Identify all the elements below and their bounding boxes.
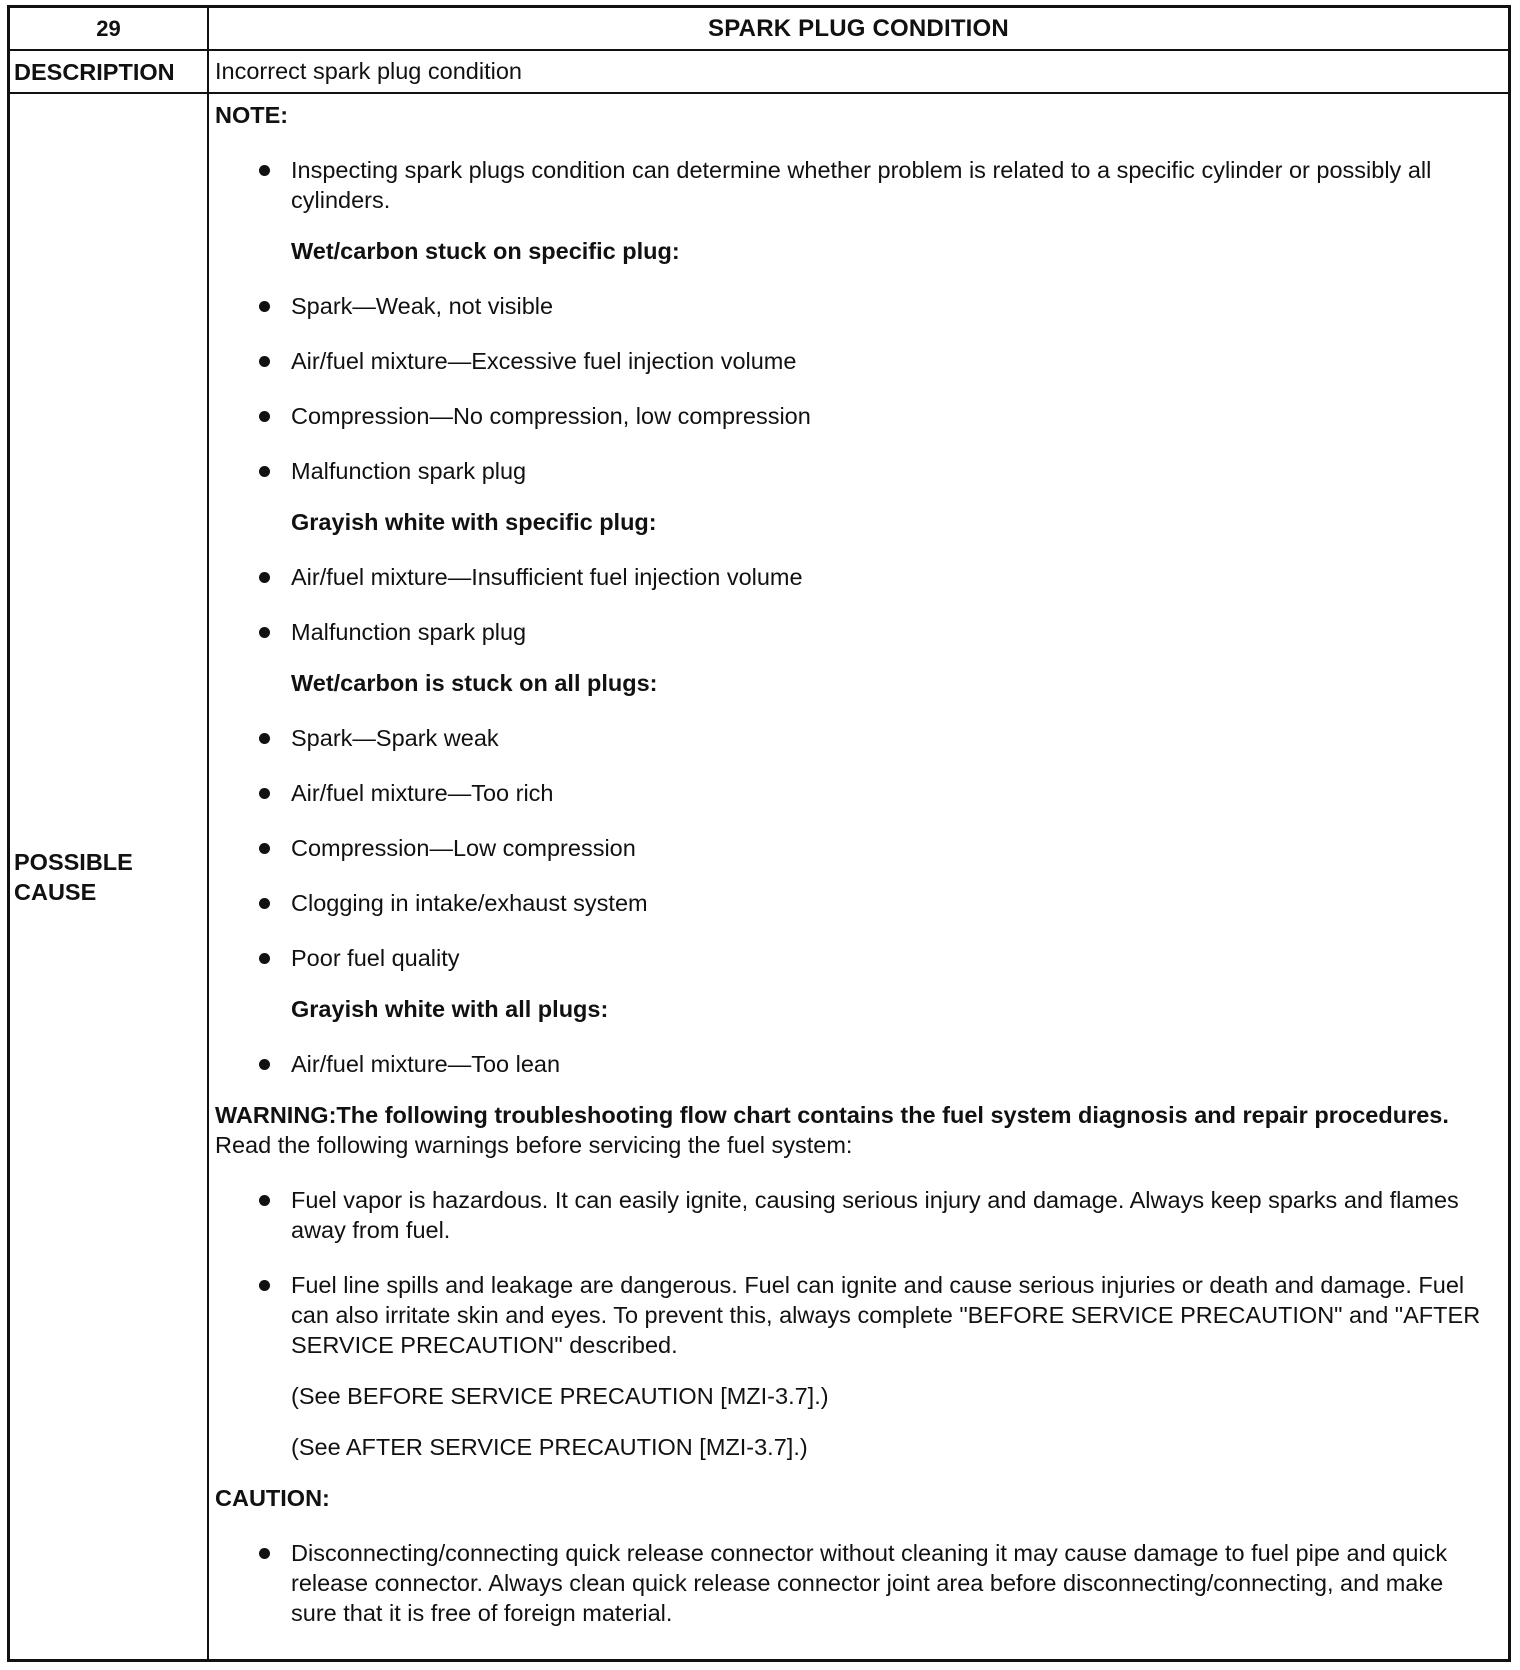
- diagnostic-table: [10, 8, 1508, 1659]
- diagnostic-sheet: [7, 5, 1511, 1662]
- procedure-title: SPARK PLUG CONDITION: [208, 8, 1508, 50]
- list-item: Clogging in intake/exhaust system: [215, 888, 1494, 918]
- warning-text: Read the following warnings before servicing the fuel system:: [215, 1132, 853, 1158]
- list-item: Air/fuel mixture—Too lean: [215, 1049, 1494, 1079]
- description-text: Incorrect spark plug condition: [208, 50, 1508, 93]
- list-item: Fuel vapor is hazardous. It can easily ignite, causing serious injury and damage. Always keep sparks and flames away from fuel.: [215, 1185, 1494, 1245]
- possible-cause-label: [10, 93, 208, 1659]
- note-heading: NOTE:: [215, 102, 289, 128]
- list-item: Malfunction spark plug: [215, 617, 1494, 647]
- group-heading: Wet/carbon stuck on specific plug:: [291, 238, 680, 264]
- list-item: Fuel line spills and leakage are dangerous. Fuel can ignite and cause serious injuries or death and damage. Fuel can also irritate skin and eyes. To prevent this, always complete "BEFORE SERVICE PRECAUTION" and "AFTER SERVICE PRECAUTION" described.: [215, 1270, 1494, 1360]
- description-label: DESCRIPTION: [10, 50, 208, 93]
- list-item: Air/fuel mixture—Excessive fuel injection volume: [215, 346, 1494, 376]
- group-heading: Grayish white with specific plug:: [291, 509, 657, 535]
- list-item: Inspecting spark plugs condition can determine whether problem is related to a specific cylinder or possibly all cylinders.: [215, 155, 1494, 215]
- description-row: [10, 50, 1508, 93]
- warning-paragraph: [215, 1100, 1494, 1160]
- caution-heading: CAUTION:: [215, 1485, 330, 1511]
- list-item: Air/fuel mixture—Too rich: [215, 778, 1494, 808]
- group-heading: Wet/carbon is stuck on all plugs:: [291, 670, 658, 696]
- reference-link[interactable]: (See AFTER SERVICE PRECAUTION [MZI-3.7].): [291, 1434, 808, 1460]
- group-list: [215, 291, 1494, 486]
- list-item: Compression—No compression, low compression: [215, 401, 1494, 431]
- caution-list: [215, 1538, 1494, 1628]
- list-item: Compression—Low compression: [215, 833, 1494, 863]
- header-row: [10, 8, 1508, 50]
- procedure-number: 29: [10, 8, 208, 50]
- possible-cause-label-text: POSSIBLE CAUSE: [14, 848, 133, 905]
- note-list: [215, 155, 1494, 215]
- possible-cause-row: [10, 93, 1508, 1659]
- warning-list: [215, 1185, 1494, 1360]
- list-item: Spark—Weak, not visible: [215, 291, 1494, 321]
- possible-cause-content: [208, 93, 1508, 1659]
- group-list: [215, 562, 1494, 647]
- group-list: [215, 723, 1494, 973]
- list-item: Poor fuel quality: [215, 943, 1494, 973]
- list-item: Spark—Spark weak: [215, 723, 1494, 753]
- list-item: Disconnecting/connecting quick release connector without cleaning it may cause damage to fuel pipe and quick release connector. Always clean quick release connector joint area before disconnecting/connecting, and make sure that it is free of foreign material.: [215, 1538, 1494, 1628]
- group-heading: Grayish white with all plugs:: [291, 996, 609, 1022]
- group-list: [215, 1049, 1494, 1079]
- list-item: Malfunction spark plug: [215, 456, 1494, 486]
- warning-heading: WARNING:The following troubleshooting flow chart contains the fuel system diagnosis and repair procedures.: [215, 1102, 1449, 1128]
- list-item: Air/fuel mixture—Insufficient fuel injection volume: [215, 562, 1494, 592]
- reference-link[interactable]: (See BEFORE SERVICE PRECAUTION [MZI-3.7].): [291, 1383, 829, 1409]
